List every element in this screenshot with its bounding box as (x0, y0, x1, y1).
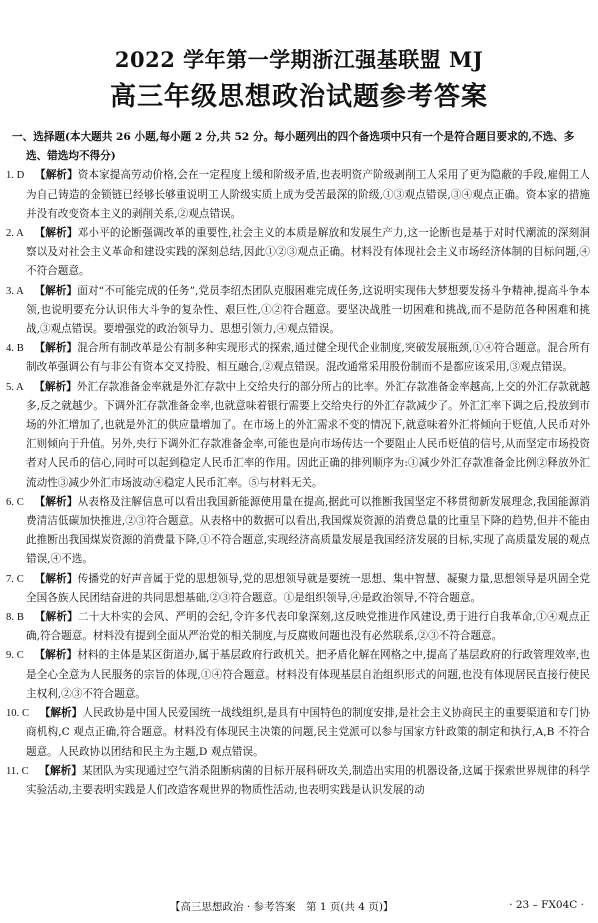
answer-item (6, 704, 590, 762)
analysis-tag: 【解析】 (34, 169, 78, 182)
answer-text: 材料的主体是某区街道办,属于基层政府行政机关。把矛盾化解在网格之中,提高了基层政府的行政管理效率,也是全心全意为人民服务的宗旨的体现,①④符合题意。材料没有体现基层自治组织形式的问题,也没有体现居民直接行使民主权利,②③不符合题意。 (26, 649, 590, 700)
answer-number: 7. C (6, 573, 24, 585)
answer-number: 3. A (6, 285, 24, 297)
analysis-tag: 【解析】 (34, 611, 79, 624)
answer-number: 9. C (6, 650, 24, 662)
answer-text: 资本家提高劳动价格,会在一定程度上缓和阶级矛盾,也表明资产阶级剥削工人采用了更为隐蔽的手段,雇佣工人为自己铸造的金锁链已经够长够重说明工人阶级实质上成为受苦最深的阶级,①③观点错误,③④观点正确。资本家的措施并没有改变资本主义的剥削关系,②观点错误。 (26, 169, 591, 220)
answer-number: 6. C (6, 496, 24, 508)
footer-code: · 23 – FX04C · (509, 899, 584, 911)
answer-item (6, 339, 590, 377)
analysis-tag: 【解析】 (34, 649, 78, 662)
analysis-tag: 【解析】 (34, 380, 77, 393)
answer-text: 从表格及注解信息可以看出我国新能源使用量在提高,据此可以推断我国坚定不移贯彻新发展理念,我国能源消费清洁低碳加快推进,②③符合题意。从表格中的数据可以看出,我国煤炭资源的消费总量的比重呈下降的趋势,但并不能由此推断出我国煤炭资源的消费量下降,①不符合题意,实现经济高质量发展是我国经济发展的目标,实现了高质量发展的观点错误,④不选。 (26, 495, 590, 566)
answer-number: 1. D (6, 170, 25, 182)
answer-list (6, 166, 590, 800)
section-heading: 一、选择题(本大题共 26 小题,每小题 2 分,共 52 分。每小题列出的四个备选项中只有一个是符合题目要求的,不选、多选、错选均不得分) (12, 131, 575, 163)
answer-item (6, 166, 590, 224)
answer-item (6, 224, 590, 282)
answer-text: 混合所有制改革是公有制多种实现形式的探索,通过健全现代企业制度,突破发展瓶颈,①④符合题意。混合所有制改革强调公有与非公有资本交叉持股、相互融合,②观点错误。混改通常采用股份制而不是都应该采用,③观点错误。 (26, 342, 590, 374)
analysis-tag: 【解析】 (39, 764, 82, 777)
footer-page-info: 【高三思想政治 · 参考答案 第 1 页(共 4 页)】 (170, 901, 394, 913)
answer-body (6, 128, 590, 800)
answer-number: 4. B (6, 343, 24, 355)
answer-text: 某团队为实现通过空气消杀阻断病菌的目标开展科研攻关,制造出实用的机器设备,这属于探索世界规律的科学实验活动,主要表明实践是人们改造客观世界的物质性活动,也表明实践是认识发展的动 (26, 764, 590, 796)
answer-text: 面对“不可能完成的任务”,党员李绍杰团队克服困难完成任务,这说明实现伟大梦想要发扬斗争精神,提高斗争本领,也说明要充分认识伟大斗争的复杂性、艰巨性,①②符合题意。要坚决战胜一切困难和挑战,而不是防范各种困难和挑战,③观点错误。要增强党的政治领导力、思想引领力,④观点错误。 (26, 284, 590, 336)
analysis-tag: 【解析】 (34, 342, 78, 355)
analysis-tag: 【解析】 (34, 284, 78, 297)
analysis-tag: 【解析】 (34, 495, 78, 508)
answer-text: 二十大朴实的会风、严明的会纪,令许多代表印象深刻,这反映党推进作风建设,勇于进行自我革命,①④观点正确,符合题意。材料没有提到全面从严治党的相关制度,与反腐败问题也没有必然联系,②③不符合题意。 (26, 611, 590, 643)
answer-number: 11. C (6, 765, 29, 777)
answer-number: 5. A (6, 381, 24, 393)
answer-number: 8. B (6, 612, 24, 624)
answer-number: 2. A (6, 228, 24, 240)
answer-item (6, 493, 590, 570)
answer-item (6, 378, 590, 493)
answer-text: 人民政协是中国人民爱国统一战线组织,是具有中国特色的制度安排,是社会主义协商民主的重要渠道和专门协商机构,C 观点正确,符合题意。材料没有体现民主决策的问题,民主党派可以参与国家方针政策的制定和执行,A,B 不符合题意。人民政协以团结和民主为主题,D 观点错误。 (26, 707, 591, 758)
answer-number: 10. C (6, 708, 30, 720)
analysis-tag: 【解析】 (39, 707, 83, 720)
answer-item (6, 646, 590, 704)
document-title-line1: 2022 学年第一学期浙江强基联盟 MJ (114, 47, 484, 72)
analysis-tag: 【解析】 (34, 227, 78, 240)
answer-item (6, 282, 590, 340)
answer-item (6, 608, 590, 646)
document-title-line2: 高三年级思想政治试题参考答案 (109, 82, 488, 112)
answer-text: 外汇存款准备金率就是外汇存款中上交给央行的部分所占的比率。外汇存款准备金率越高,上交的外汇存款就越多,反之就越少。下调外汇存款准备金率,也就意味着银行需要上交给央行的外汇存款减少了。外汇汇率下调之后,投放到市场的外汇增加了,也就是外汇的供应量增加了。在市场上的外汇需求不变的情况下,就意味着外汇将倾向于贬值,人民币对外汇则倾向于升值。另外,央行下调外汇存款准备金率,可能也是向市场传达一个要阻止人民币贬值的信号,从而坚定市场投资者对人民币的信心,同时可以起到稳定人民币汇率的作用。因此正确的排列顺序为:①减少外汇存款准备金比例②释放外汇流动性③减少外汇市场波动④稳定人民币汇率。⑤与材料无关。 (26, 380, 590, 489)
answer-item (6, 570, 590, 608)
answer-text: 传播党的好声音属于党的思想领导,党的思想领导就是要统一思想、集中智慧、凝聚力量,思想领导是巩固全党全国各族人民团结奋进的共同思想基础,②③符合题意。①是组织领导,④是政治领导,不符合题意。 (26, 572, 590, 604)
answer-text: 邓小平的论断强调改革的重要性,社会主义的本质是解放和发展生产力,这一论断也是基于对时代潮流的深刻洞察以及对社会主义革命和建设实践的深刻总结,因此①②③观点正确。材料没有体现社会主义市场经济体制的目标问题,④不符合题意。 (26, 227, 590, 278)
analysis-tag: 【解析】 (34, 572, 78, 585)
answer-item (6, 762, 590, 800)
